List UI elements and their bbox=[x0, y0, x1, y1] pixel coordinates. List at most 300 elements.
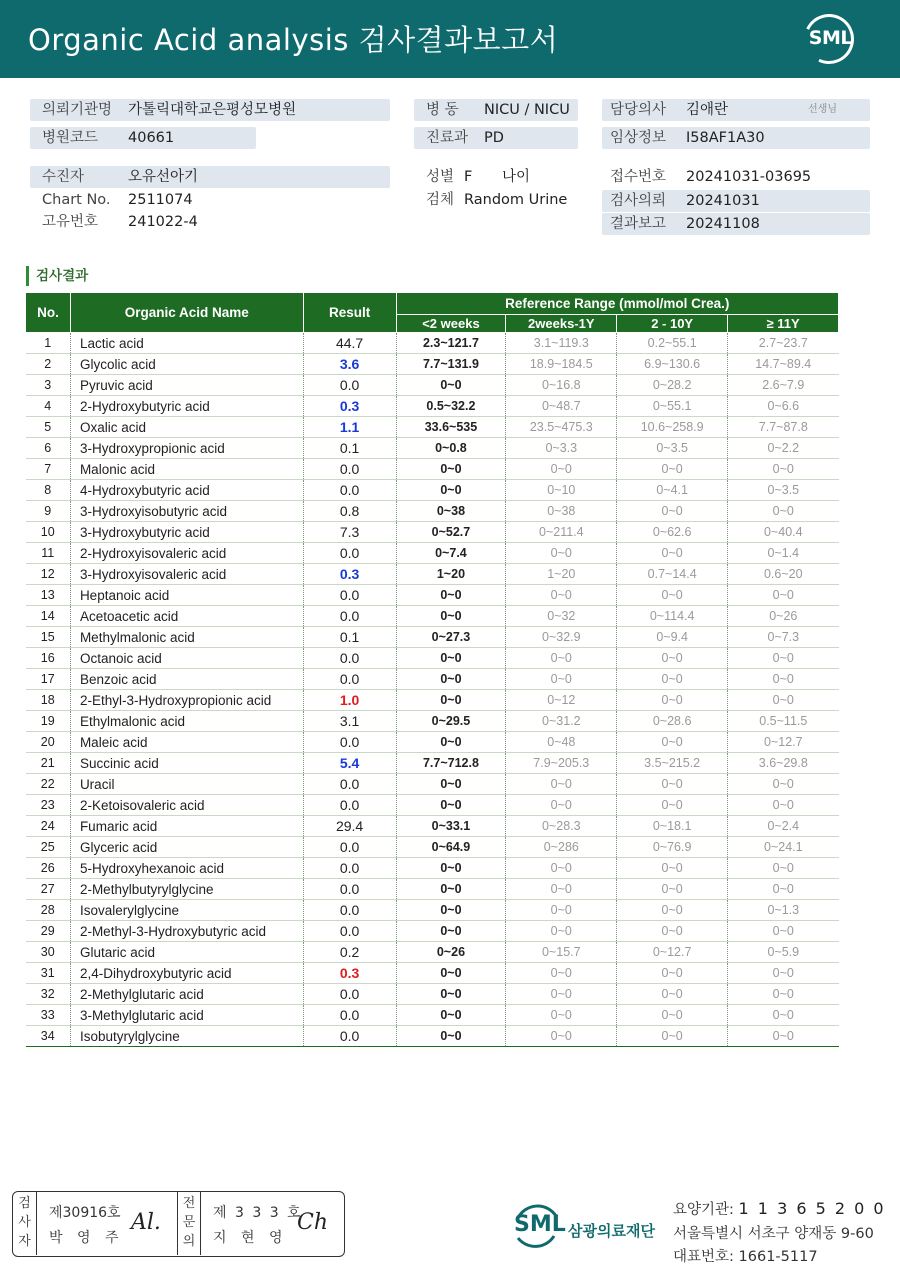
ref-ge11y: 0~26 bbox=[728, 606, 839, 627]
result-value: 0.0 bbox=[303, 858, 396, 879]
ref-ge11y: 0~0 bbox=[728, 669, 839, 690]
row-number: 8 bbox=[26, 480, 71, 501]
sex-label: 성별 bbox=[426, 169, 455, 185]
table-row bbox=[26, 606, 839, 627]
receipt-value: 20241031-03695 bbox=[686, 169, 812, 185]
dept-value: PD bbox=[484, 130, 504, 146]
row-number: 31 bbox=[26, 963, 71, 984]
hospital-code-label: 병원코드 bbox=[42, 130, 99, 146]
row-number: 33 bbox=[26, 1005, 71, 1026]
acid-name: Lactic acid bbox=[70, 333, 303, 354]
section-title: 검사결과 bbox=[26, 266, 88, 286]
ref-ge11y: 0~0 bbox=[728, 921, 839, 942]
acid-name: Methylmalonic acid bbox=[70, 627, 303, 648]
header-reference: Reference Range (mmol/mol Crea.) bbox=[396, 293, 838, 315]
ref-2w1y: 0~0 bbox=[506, 1026, 617, 1047]
acid-name: 2-Hydroxybutyric acid bbox=[70, 396, 303, 417]
table-row bbox=[26, 879, 839, 900]
ref-2-10y: 0~76.9 bbox=[617, 837, 728, 858]
acid-name: 3-Hydroxyisobutyric acid bbox=[70, 501, 303, 522]
ref-2w1y: 7.9~205.3 bbox=[506, 753, 617, 774]
acid-name: Isobutyrylglycine bbox=[70, 1026, 303, 1047]
ref-2w1y: 0~0 bbox=[506, 585, 617, 606]
ref-2w1y: 0~0 bbox=[506, 900, 617, 921]
ref-2w1y: 0~15.7 bbox=[506, 942, 617, 963]
ref-2-10y: 0~0 bbox=[617, 690, 728, 711]
ref-ge11y: 0~24.1 bbox=[728, 837, 839, 858]
ref-lt2w: 0~64.9 bbox=[396, 837, 506, 858]
table-row bbox=[26, 585, 839, 606]
acid-name: 3-Methylglutaric acid bbox=[70, 1005, 303, 1026]
result-value: 0.0 bbox=[303, 543, 396, 564]
ref-2-10y: 0~0 bbox=[617, 459, 728, 480]
table-row bbox=[26, 396, 839, 417]
ref-lt2w: 0~0 bbox=[396, 1026, 506, 1047]
table-row bbox=[26, 774, 839, 795]
result-value: 0.0 bbox=[303, 921, 396, 942]
result-value: 1.1 bbox=[303, 417, 396, 438]
acid-name: Maleic acid bbox=[70, 732, 303, 753]
acid-name: Glycolic acid bbox=[70, 354, 303, 375]
ref-lt2w: 0~33.1 bbox=[396, 816, 506, 837]
ref-ge11y: 0~5.9 bbox=[728, 942, 839, 963]
ref-lt2w: 0~29.5 bbox=[396, 711, 506, 732]
ref-ge11y: 0~0 bbox=[728, 1026, 839, 1047]
doctor-suffix: 선생님 bbox=[808, 104, 837, 115]
ref-2w1y: 0~3.3 bbox=[506, 438, 617, 459]
ref-ge11y: 0~0 bbox=[728, 984, 839, 1005]
table-row bbox=[26, 984, 839, 1005]
ref-lt2w: 0~7.4 bbox=[396, 543, 506, 564]
acid-name: 2-Methylbutyrylglycine bbox=[70, 879, 303, 900]
ref-2w1y: 0~16.8 bbox=[506, 375, 617, 396]
row-number: 34 bbox=[26, 1026, 71, 1047]
ref-ge11y: 3.6~29.8 bbox=[728, 753, 839, 774]
ref-2w1y: 0~0 bbox=[506, 669, 617, 690]
phone-label: 대표번호: bbox=[673, 1249, 739, 1265]
result-value: 0.0 bbox=[303, 606, 396, 627]
acid-name: Ethylmalonic acid bbox=[70, 711, 303, 732]
result-value: 3.1 bbox=[303, 711, 396, 732]
ref-2-10y: 0~62.6 bbox=[617, 522, 728, 543]
specimen-value: Random Urine bbox=[464, 192, 568, 208]
ref-2-10y: 0~12.7 bbox=[617, 942, 728, 963]
row-number: 19 bbox=[26, 711, 71, 732]
table-row bbox=[26, 732, 839, 753]
table-row bbox=[26, 837, 839, 858]
row-number: 15 bbox=[26, 627, 71, 648]
ref-2w1y: 0~38 bbox=[506, 501, 617, 522]
report-header bbox=[0, 0, 900, 78]
header-name: Organic Acid Name bbox=[70, 293, 303, 333]
ref-ge11y: 0~7.3 bbox=[728, 627, 839, 648]
ref-2w1y: 23.5~475.3 bbox=[506, 417, 617, 438]
acid-name: 2-Ketoisovaleric acid bbox=[70, 795, 303, 816]
ref-lt2w: 0~0 bbox=[396, 669, 506, 690]
row-number: 18 bbox=[26, 690, 71, 711]
ref-ge11y: 2.7~23.7 bbox=[728, 333, 839, 354]
ref-2-10y: 0~0 bbox=[617, 963, 728, 984]
row-number: 4 bbox=[26, 396, 71, 417]
ref-ge11y: 0~0 bbox=[728, 648, 839, 669]
clinical-label: 임상정보 bbox=[610, 130, 667, 146]
ref-lt2w: 0~38 bbox=[396, 501, 506, 522]
sex-value: F bbox=[464, 169, 473, 185]
ref-2-10y: 0~28.6 bbox=[617, 711, 728, 732]
row-number: 14 bbox=[26, 606, 71, 627]
ref-2-10y: 0.2~55.1 bbox=[617, 333, 728, 354]
table-row bbox=[26, 648, 839, 669]
ref-lt2w: 0~0 bbox=[396, 648, 506, 669]
age-label: 나이 bbox=[502, 169, 531, 185]
result-value: 5.4 bbox=[303, 753, 396, 774]
ref-lt2w: 0.5~32.2 bbox=[396, 396, 506, 417]
chart-value: 2511074 bbox=[128, 192, 193, 208]
ref-2-10y: 0~0 bbox=[617, 1005, 728, 1026]
ref-lt2w: 1~20 bbox=[396, 564, 506, 585]
hospital-code-value: 40661 bbox=[128, 130, 175, 146]
ref-ge11y: 0.5~11.5 bbox=[728, 711, 839, 732]
ref-lt2w: 0~0 bbox=[396, 984, 506, 1005]
row-number: 10 bbox=[26, 522, 71, 543]
doctor-row bbox=[602, 99, 870, 121]
chart-label: Chart No. bbox=[42, 192, 111, 208]
ref-2-10y: 10.6~258.9 bbox=[617, 417, 728, 438]
acid-name: Oxalic acid bbox=[70, 417, 303, 438]
ref-lt2w: 0~0 bbox=[396, 480, 506, 501]
ref-2-10y: 0~0 bbox=[617, 648, 728, 669]
ref-2w1y: 0~48.7 bbox=[506, 396, 617, 417]
ref-ge11y: 0~0 bbox=[728, 879, 839, 900]
unique-value: 241022-4 bbox=[128, 214, 198, 230]
table-row bbox=[26, 795, 839, 816]
table-row bbox=[26, 1005, 839, 1026]
result-value: 0.0 bbox=[303, 984, 396, 1005]
row-number: 27 bbox=[26, 879, 71, 900]
table-row bbox=[26, 711, 839, 732]
ref-2-10y: 0~4.1 bbox=[617, 480, 728, 501]
specialist-license: 제 3 3 3 호 bbox=[213, 1205, 303, 1221]
ref-2w1y: 0~0 bbox=[506, 543, 617, 564]
institution-label: 의뢰기관명 bbox=[42, 102, 113, 118]
acid-name: 2-Hydroxyisovaleric acid bbox=[70, 543, 303, 564]
ref-lt2w: 0~0 bbox=[396, 858, 506, 879]
patient-row bbox=[30, 166, 390, 188]
ref-lt2w: 0~0 bbox=[396, 606, 506, 627]
acid-name: Octanoic acid bbox=[70, 648, 303, 669]
ref-lt2w: 0~0 bbox=[396, 585, 506, 606]
ref-2w1y: 3.1~119.3 bbox=[506, 333, 617, 354]
table-row bbox=[26, 753, 839, 774]
report-row bbox=[602, 213, 870, 235]
ref-2w1y: 0~0 bbox=[506, 858, 617, 879]
row-number: 26 bbox=[26, 858, 71, 879]
ref-2-10y: 0~0 bbox=[617, 921, 728, 942]
header-ref-ge11y: ≥ 11Y bbox=[728, 315, 839, 333]
ref-ge11y: 0~0 bbox=[728, 795, 839, 816]
result-value: 0.0 bbox=[303, 585, 396, 606]
examiner-signature: Al. bbox=[131, 1210, 161, 1235]
ref-lt2w: 0~52.7 bbox=[396, 522, 506, 543]
row-number: 24 bbox=[26, 816, 71, 837]
examiner-vertical-label: 검사자 bbox=[13, 1192, 37, 1255]
request-label: 검사의뢰 bbox=[610, 193, 667, 209]
row-number: 6 bbox=[26, 438, 71, 459]
dept-label: 진료과 bbox=[426, 130, 469, 146]
specialist-vertical-label: 전문의 bbox=[177, 1192, 201, 1255]
ref-ge11y: 0~1.4 bbox=[728, 543, 839, 564]
ref-ge11y: 0~3.5 bbox=[728, 480, 839, 501]
table-row bbox=[26, 942, 839, 963]
acid-name: 3-Hydroxybutyric acid bbox=[70, 522, 303, 543]
acid-name: Glyceric acid bbox=[70, 837, 303, 858]
ref-2-10y: 0~0 bbox=[617, 1026, 728, 1047]
ref-ge11y: 0~0 bbox=[728, 459, 839, 480]
sex-age-row bbox=[414, 166, 584, 188]
phone-row bbox=[673, 1245, 818, 1266]
ref-ge11y: 0~0 bbox=[728, 585, 839, 606]
ref-ge11y: 0~12.7 bbox=[728, 732, 839, 753]
result-value: 0.3 bbox=[303, 963, 396, 984]
results-body bbox=[26, 333, 839, 1047]
table-row bbox=[26, 564, 839, 585]
table-row bbox=[26, 375, 839, 396]
result-value: 0.2 bbox=[303, 942, 396, 963]
result-value: 7.3 bbox=[303, 522, 396, 543]
table-row bbox=[26, 627, 839, 648]
hospital-code-row bbox=[30, 127, 256, 149]
header-no: No. bbox=[26, 293, 71, 333]
result-value: 0.0 bbox=[303, 648, 396, 669]
unique-row bbox=[30, 211, 390, 233]
doctor-label: 담당의사 bbox=[610, 102, 667, 118]
ref-2w1y: 0~0 bbox=[506, 774, 617, 795]
ref-lt2w: 0~0 bbox=[396, 1005, 506, 1026]
request-row bbox=[602, 190, 870, 212]
ref-lt2w: 7.7~131.9 bbox=[396, 354, 506, 375]
table-row bbox=[26, 669, 839, 690]
header-ref-2-10y: 2 - 10Y bbox=[617, 315, 728, 333]
ref-lt2w: 2.3~121.7 bbox=[396, 333, 506, 354]
table-row bbox=[26, 333, 839, 354]
result-value: 0.0 bbox=[303, 375, 396, 396]
table-row bbox=[26, 690, 839, 711]
result-value: 0.8 bbox=[303, 501, 396, 522]
results-table bbox=[25, 292, 839, 1047]
acid-name: 5-Hydroxyhexanoic acid bbox=[70, 858, 303, 879]
header-result: Result bbox=[303, 293, 396, 333]
ref-ge11y: 0~0 bbox=[728, 690, 839, 711]
examiner-license: 제30916호 bbox=[49, 1205, 121, 1221]
ref-ge11y: 0~0 bbox=[728, 501, 839, 522]
ref-lt2w: 0~0 bbox=[396, 375, 506, 396]
row-number: 28 bbox=[26, 900, 71, 921]
ref-2w1y: 0~286 bbox=[506, 837, 617, 858]
ref-ge11y: 0~0 bbox=[728, 858, 839, 879]
report-label: 결과보고 bbox=[610, 216, 667, 232]
ref-lt2w: 0~26 bbox=[396, 942, 506, 963]
ref-lt2w: 0~0 bbox=[396, 879, 506, 900]
ref-lt2w: 7.7~712.8 bbox=[396, 753, 506, 774]
ref-2-10y: 6.9~130.6 bbox=[617, 354, 728, 375]
ref-ge11y: 0~0 bbox=[728, 774, 839, 795]
ref-2-10y: 0~9.4 bbox=[617, 627, 728, 648]
row-number: 30 bbox=[26, 942, 71, 963]
row-number: 2 bbox=[26, 354, 71, 375]
ref-2w1y: 0~48 bbox=[506, 732, 617, 753]
ref-ge11y: 2.6~7.9 bbox=[728, 375, 839, 396]
table-row bbox=[26, 921, 839, 942]
ref-2w1y: 0~10 bbox=[506, 480, 617, 501]
ref-ge11y: 7.7~87.8 bbox=[728, 417, 839, 438]
acid-name: Benzoic acid bbox=[70, 669, 303, 690]
acid-name: 3-Hydroxyisovaleric acid bbox=[70, 564, 303, 585]
signature-box bbox=[12, 1191, 345, 1257]
receipt-label: 접수번호 bbox=[610, 169, 667, 185]
ref-lt2w: 0~0.8 bbox=[396, 438, 506, 459]
acid-name: Heptanoic acid bbox=[70, 585, 303, 606]
ref-ge11y: 0~6.6 bbox=[728, 396, 839, 417]
clinical-row bbox=[602, 127, 870, 149]
ref-2w1y: 0~0 bbox=[506, 648, 617, 669]
row-number: 5 bbox=[26, 417, 71, 438]
row-number: 13 bbox=[26, 585, 71, 606]
ref-2w1y: 0~0 bbox=[506, 963, 617, 984]
row-number: 1 bbox=[26, 333, 71, 354]
specialist-signature: Ch bbox=[297, 1210, 329, 1235]
header-ref-lt2w: <2 weeks bbox=[396, 315, 506, 333]
ref-ge11y: 0~2.2 bbox=[728, 438, 839, 459]
receipt-row bbox=[602, 166, 870, 188]
examiner-name: 박 영 주 bbox=[49, 1230, 124, 1246]
ref-2-10y: 0~0 bbox=[617, 984, 728, 1005]
ref-2w1y: 0~32 bbox=[506, 606, 617, 627]
table-row bbox=[26, 501, 839, 522]
ref-2w1y: 0~0 bbox=[506, 921, 617, 942]
chart-row bbox=[30, 189, 390, 211]
ref-ge11y: 0~0 bbox=[728, 963, 839, 984]
care-institution bbox=[673, 1198, 886, 1219]
ref-2w1y: 0~0 bbox=[506, 984, 617, 1005]
header-ref-2w1y: 2weeks-1Y bbox=[506, 315, 617, 333]
result-value: 29.4 bbox=[303, 816, 396, 837]
result-value: 0.0 bbox=[303, 1026, 396, 1047]
table-row bbox=[26, 858, 839, 879]
result-value: 0.0 bbox=[303, 669, 396, 690]
organization-name: 삼광의료재단 bbox=[568, 1222, 655, 1240]
ref-lt2w: 0~27.3 bbox=[396, 627, 506, 648]
report-title: Organic Acid analysis 검사결과보고서 bbox=[28, 23, 559, 57]
care-number: 1 1 3 6 5 2 0 0 bbox=[738, 1199, 886, 1218]
result-value: 0.0 bbox=[303, 774, 396, 795]
ref-2-10y: 0~18.1 bbox=[617, 816, 728, 837]
acid-name: Succinic acid bbox=[70, 753, 303, 774]
result-value: 0.0 bbox=[303, 837, 396, 858]
acid-name: Isovalerylglycine bbox=[70, 900, 303, 921]
ref-2w1y: 0~32.9 bbox=[506, 627, 617, 648]
ref-2-10y: 0~0 bbox=[617, 879, 728, 900]
ref-2-10y: 0~0 bbox=[617, 669, 728, 690]
ref-2w1y: 0~0 bbox=[506, 795, 617, 816]
result-value: 0.1 bbox=[303, 438, 396, 459]
acid-name: 2,4-Dihydroxybutyric acid bbox=[70, 963, 303, 984]
ref-lt2w: 33.6~535 bbox=[396, 417, 506, 438]
ref-2-10y: 0~0 bbox=[617, 774, 728, 795]
ref-ge11y: 14.7~89.4 bbox=[728, 354, 839, 375]
ref-2-10y: 0~0 bbox=[617, 858, 728, 879]
patient-label: 수진자 bbox=[42, 169, 85, 185]
ref-2-10y: 0~55.1 bbox=[617, 396, 728, 417]
result-value: 0.0 bbox=[303, 795, 396, 816]
ref-2-10y: 0~0 bbox=[617, 501, 728, 522]
result-value: 0.0 bbox=[303, 459, 396, 480]
institution-row bbox=[30, 99, 390, 121]
ref-2w1y: 0~0 bbox=[506, 1005, 617, 1026]
ward-value: NICU / NICU bbox=[484, 102, 570, 118]
ref-2-10y: 0~0 bbox=[617, 795, 728, 816]
institution-value: 가톨릭대학교은평성모병원 bbox=[128, 102, 297, 118]
acid-name: Malonic acid bbox=[70, 459, 303, 480]
ref-2w1y: 0~12 bbox=[506, 690, 617, 711]
row-number: 16 bbox=[26, 648, 71, 669]
phone-number: 1661-5117 bbox=[738, 1249, 818, 1265]
ref-2-10y: 0~28.2 bbox=[617, 375, 728, 396]
care-label: 요양기관: bbox=[673, 1202, 739, 1218]
acid-name: 2-Ethyl-3-Hydroxypropionic acid bbox=[70, 690, 303, 711]
row-number: 7 bbox=[26, 459, 71, 480]
result-value: 0.0 bbox=[303, 732, 396, 753]
table-row bbox=[26, 543, 839, 564]
ward-label: 병 동 bbox=[426, 102, 459, 118]
ref-2w1y: 0~31.2 bbox=[506, 711, 617, 732]
ref-2-10y: 0.7~14.4 bbox=[617, 564, 728, 585]
result-value: 1.0 bbox=[303, 690, 396, 711]
doctor-value: 김애란 bbox=[686, 102, 729, 118]
specimen-row bbox=[414, 189, 584, 211]
sml-footer-logo-text: SML bbox=[514, 1212, 566, 1237]
acid-name: 2-Methyl-3-Hydroxybutyric acid bbox=[70, 921, 303, 942]
row-number: 32 bbox=[26, 984, 71, 1005]
acid-name: 4-Hydroxybutyric acid bbox=[70, 480, 303, 501]
result-value: 0.1 bbox=[303, 627, 396, 648]
acid-name: Fumaric acid bbox=[70, 816, 303, 837]
result-value: 0.0 bbox=[303, 1005, 396, 1026]
row-number: 11 bbox=[26, 543, 71, 564]
table-row bbox=[26, 963, 839, 984]
address: 서울특별시 서초구 양재동 9-60 bbox=[673, 1226, 874, 1242]
ref-2-10y: 3.5~215.2 bbox=[617, 753, 728, 774]
row-number: 25 bbox=[26, 837, 71, 858]
acid-name: Uracil bbox=[70, 774, 303, 795]
dept-row bbox=[414, 127, 578, 149]
ref-ge11y: 0~2.4 bbox=[728, 816, 839, 837]
table-row bbox=[26, 354, 839, 375]
ref-2-10y: 0~114.4 bbox=[617, 606, 728, 627]
acid-name: Glutaric acid bbox=[70, 942, 303, 963]
ref-lt2w: 0~0 bbox=[396, 963, 506, 984]
ref-2-10y: 0~0 bbox=[617, 900, 728, 921]
result-value: 0.3 bbox=[303, 396, 396, 417]
report-value: 20241108 bbox=[686, 216, 760, 232]
row-number: 12 bbox=[26, 564, 71, 585]
table-row bbox=[26, 1026, 839, 1047]
row-number: 20 bbox=[26, 732, 71, 753]
table-row bbox=[26, 438, 839, 459]
specialist-name: 지 현 영 bbox=[213, 1230, 288, 1246]
ref-lt2w: 0~0 bbox=[396, 795, 506, 816]
ref-lt2w: 0~0 bbox=[396, 921, 506, 942]
row-number: 3 bbox=[26, 375, 71, 396]
